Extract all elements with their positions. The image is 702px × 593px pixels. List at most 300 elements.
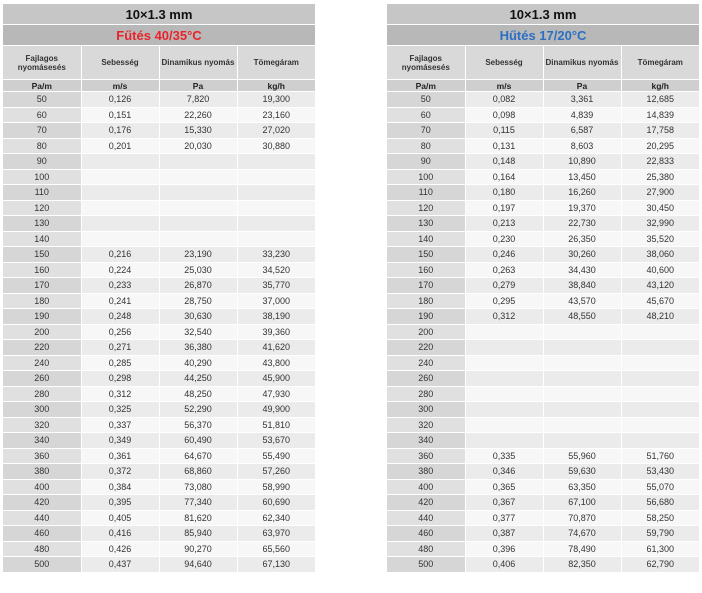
table-row bbox=[387, 200, 699, 216]
cooling-table bbox=[387, 4, 699, 573]
table-cell: 57,260 bbox=[237, 464, 315, 480]
table-cell: 26,870 bbox=[159, 278, 237, 294]
table-cell: 440 bbox=[387, 510, 465, 526]
table-cell: 0,201 bbox=[81, 138, 159, 154]
table-cell: 360 bbox=[3, 448, 81, 464]
table-cell: 16,260 bbox=[543, 185, 621, 201]
table-cell: 59,630 bbox=[543, 464, 621, 480]
table-cell: 6,587 bbox=[543, 123, 621, 139]
table-cell: 0,437 bbox=[81, 557, 159, 573]
table-row bbox=[387, 541, 699, 557]
table-row bbox=[387, 92, 699, 108]
table-title: 10×1.3 mm bbox=[387, 4, 699, 25]
table-cell: 49,900 bbox=[237, 402, 315, 418]
table-cell: 38,060 bbox=[621, 247, 699, 263]
table-row bbox=[387, 448, 699, 464]
table-cell: 0,098 bbox=[465, 107, 543, 123]
table-cell: 90 bbox=[387, 154, 465, 170]
table-row bbox=[387, 231, 699, 247]
table-cell: 27,020 bbox=[237, 123, 315, 139]
table-cell bbox=[159, 200, 237, 216]
table-cell: 110 bbox=[387, 185, 465, 201]
table-row bbox=[387, 355, 699, 371]
table-row bbox=[3, 340, 315, 356]
table-cell bbox=[465, 386, 543, 402]
table-row bbox=[3, 355, 315, 371]
mode-label: Fűtés 40/35°C bbox=[3, 25, 315, 46]
table-cell: 100 bbox=[3, 169, 81, 185]
unit-label: kg/h bbox=[621, 80, 699, 92]
table-cell: 480 bbox=[3, 541, 81, 557]
table-cell bbox=[543, 340, 621, 356]
table-cell: 25,030 bbox=[159, 262, 237, 278]
table-cell: 460 bbox=[3, 526, 81, 542]
table-cell: 45,900 bbox=[237, 371, 315, 387]
table-cell: 62,340 bbox=[237, 510, 315, 526]
table-cell: 55,960 bbox=[543, 448, 621, 464]
table-row bbox=[3, 479, 315, 495]
table-row bbox=[3, 495, 315, 511]
table-cell: 0,426 bbox=[81, 541, 159, 557]
table-cell: 52,290 bbox=[159, 402, 237, 418]
table-cell bbox=[237, 200, 315, 216]
table-row bbox=[387, 433, 699, 449]
table-cell: 35,520 bbox=[621, 231, 699, 247]
table-cell: 400 bbox=[387, 479, 465, 495]
table-cell: 260 bbox=[3, 371, 81, 387]
table-cell: 37,000 bbox=[237, 293, 315, 309]
table-cell: 22,833 bbox=[621, 154, 699, 170]
table-row bbox=[3, 293, 315, 309]
table-cell: 51,760 bbox=[621, 448, 699, 464]
table-row bbox=[387, 154, 699, 170]
table-cell: 260 bbox=[387, 371, 465, 387]
table-cell: 40,290 bbox=[159, 355, 237, 371]
table-cell: 0,256 bbox=[81, 324, 159, 340]
unit-label: Pa/m bbox=[3, 80, 81, 92]
table-cell: 300 bbox=[3, 402, 81, 418]
column-header: Dinamikus nyomás bbox=[159, 46, 237, 80]
table-cell: 7,820 bbox=[159, 92, 237, 108]
table-cell bbox=[621, 386, 699, 402]
table-cell: 0,176 bbox=[81, 123, 159, 139]
table-cell: 280 bbox=[387, 386, 465, 402]
table-row bbox=[387, 464, 699, 480]
table-cell: 420 bbox=[3, 495, 81, 511]
table-cell: 420 bbox=[387, 495, 465, 511]
table-cell: 90 bbox=[3, 154, 81, 170]
table-cell: 74,670 bbox=[543, 526, 621, 542]
table-cell: 0,246 bbox=[465, 247, 543, 263]
table-cell: 480 bbox=[387, 541, 465, 557]
table-cell bbox=[237, 169, 315, 185]
table-cell bbox=[465, 417, 543, 433]
table-cell: 220 bbox=[387, 340, 465, 356]
table-cell: 0,367 bbox=[465, 495, 543, 511]
table-cell bbox=[543, 355, 621, 371]
table-cell bbox=[543, 371, 621, 387]
table-cell: 64,670 bbox=[159, 448, 237, 464]
table-cell: 63,970 bbox=[237, 526, 315, 542]
column-header: Fajlagos nyomásesés bbox=[3, 46, 81, 80]
table-cell bbox=[159, 154, 237, 170]
table-cell: 320 bbox=[3, 417, 81, 433]
table-row bbox=[3, 433, 315, 449]
table-cell: 77,340 bbox=[159, 495, 237, 511]
table-row bbox=[3, 386, 315, 402]
table-cell bbox=[81, 200, 159, 216]
table-row bbox=[3, 309, 315, 325]
table-cell bbox=[465, 324, 543, 340]
table-row bbox=[387, 402, 699, 418]
table-cell: 0,279 bbox=[465, 278, 543, 294]
table-cell: 62,790 bbox=[621, 557, 699, 573]
table-row bbox=[3, 448, 315, 464]
table-row bbox=[3, 510, 315, 526]
table-cell bbox=[159, 169, 237, 185]
table-cell: 39,360 bbox=[237, 324, 315, 340]
table-cell bbox=[465, 340, 543, 356]
table-row bbox=[387, 293, 699, 309]
table-cell: 110 bbox=[3, 185, 81, 201]
table-row bbox=[3, 92, 315, 108]
table-cell bbox=[81, 169, 159, 185]
table-cell: 80 bbox=[387, 138, 465, 154]
table-cell: 240 bbox=[3, 355, 81, 371]
table-row bbox=[3, 169, 315, 185]
table-cell: 35,770 bbox=[237, 278, 315, 294]
table-cell: 22,260 bbox=[159, 107, 237, 123]
table-cell bbox=[465, 433, 543, 449]
table-cell: 26,350 bbox=[543, 231, 621, 247]
table-cell: 220 bbox=[3, 340, 81, 356]
table-cell: 12,685 bbox=[621, 92, 699, 108]
table-cell: 78,490 bbox=[543, 541, 621, 557]
table-body bbox=[3, 92, 315, 573]
table-cell: 0,230 bbox=[465, 231, 543, 247]
table-cell: 60,690 bbox=[237, 495, 315, 511]
table-cell: 68,860 bbox=[159, 464, 237, 480]
table-cell bbox=[81, 231, 159, 247]
table-cell bbox=[237, 231, 315, 247]
table-cell: 48,250 bbox=[159, 386, 237, 402]
table-cell: 23,160 bbox=[237, 107, 315, 123]
table-cell: 63,350 bbox=[543, 479, 621, 495]
table-row bbox=[3, 216, 315, 232]
table-cell: 53,670 bbox=[237, 433, 315, 449]
table-cell bbox=[159, 216, 237, 232]
table-cell: 3,361 bbox=[543, 92, 621, 108]
table-cell: 180 bbox=[3, 293, 81, 309]
table-row bbox=[387, 386, 699, 402]
table-cell: 360 bbox=[387, 448, 465, 464]
table-cell: 28,750 bbox=[159, 293, 237, 309]
table-cell: 50 bbox=[387, 92, 465, 108]
column-header: Tömegáram bbox=[237, 46, 315, 80]
table-cell: 0,298 bbox=[81, 371, 159, 387]
table-row bbox=[3, 417, 315, 433]
column-header: Sebesség bbox=[465, 46, 543, 80]
table-cell bbox=[81, 216, 159, 232]
table-cell: 240 bbox=[387, 355, 465, 371]
table-cell: 17,758 bbox=[621, 123, 699, 139]
table-cell: 0,216 bbox=[81, 247, 159, 263]
table-cell: 150 bbox=[3, 247, 81, 263]
table-cell: 0,285 bbox=[81, 355, 159, 371]
table-title: 10×1.3 mm bbox=[3, 4, 315, 25]
table-row bbox=[3, 278, 315, 294]
table-cell: 30,630 bbox=[159, 309, 237, 325]
table-cell: 48,210 bbox=[621, 309, 699, 325]
table-cell: 190 bbox=[387, 309, 465, 325]
table-cell: 40,600 bbox=[621, 262, 699, 278]
table-row bbox=[387, 371, 699, 387]
table-cell: 180 bbox=[387, 293, 465, 309]
table-cell: 0,224 bbox=[81, 262, 159, 278]
table-cell: 150 bbox=[387, 247, 465, 263]
table-cell: 81,620 bbox=[159, 510, 237, 526]
table-cell: 48,550 bbox=[543, 309, 621, 325]
table-cell: 0,387 bbox=[465, 526, 543, 542]
column-header: Fajlagos nyomásesés bbox=[387, 46, 465, 80]
table-row bbox=[387, 479, 699, 495]
table-cell: 33,230 bbox=[237, 247, 315, 263]
table-cell: 0,405 bbox=[81, 510, 159, 526]
table-cell: 32,990 bbox=[621, 216, 699, 232]
table-cell: 380 bbox=[387, 464, 465, 480]
table-cell: 27,900 bbox=[621, 185, 699, 201]
table-row bbox=[3, 557, 315, 573]
unit-label: m/s bbox=[465, 80, 543, 92]
table-cell bbox=[543, 402, 621, 418]
table-cell: 36,380 bbox=[159, 340, 237, 356]
table-cell: 400 bbox=[3, 479, 81, 495]
table-cell: 0,396 bbox=[465, 541, 543, 557]
table-row bbox=[3, 464, 315, 480]
table-cell: 0,395 bbox=[81, 495, 159, 511]
table-cell: 82,350 bbox=[543, 557, 621, 573]
table-cell bbox=[621, 371, 699, 387]
table-cell: 0,233 bbox=[81, 278, 159, 294]
table-cell: 500 bbox=[3, 557, 81, 573]
table-cell: 65,560 bbox=[237, 541, 315, 557]
table-cell: 20,295 bbox=[621, 138, 699, 154]
table-cell: 4,839 bbox=[543, 107, 621, 123]
table-cell: 15,330 bbox=[159, 123, 237, 139]
table-cell: 0,082 bbox=[465, 92, 543, 108]
table-cell: 70 bbox=[3, 123, 81, 139]
table-cell: 120 bbox=[3, 200, 81, 216]
table-cell: 23,190 bbox=[159, 247, 237, 263]
table-cell bbox=[621, 402, 699, 418]
table-cell: 0,349 bbox=[81, 433, 159, 449]
table-cell: 0,312 bbox=[465, 309, 543, 325]
table-cell: 0,164 bbox=[465, 169, 543, 185]
table-cell: 60,490 bbox=[159, 433, 237, 449]
table-row bbox=[3, 541, 315, 557]
mode-label: Hűtés 17/20°C bbox=[387, 25, 699, 46]
table-body bbox=[387, 92, 699, 573]
table-row bbox=[387, 278, 699, 294]
table-cell: 0,346 bbox=[465, 464, 543, 480]
table-cell bbox=[81, 185, 159, 201]
table-cell: 0,295 bbox=[465, 293, 543, 309]
unit-label: Pa bbox=[543, 80, 621, 92]
table-cell: 38,840 bbox=[543, 278, 621, 294]
table-cell: 0,180 bbox=[465, 185, 543, 201]
table-cell: 120 bbox=[387, 200, 465, 216]
table-cell: 140 bbox=[3, 231, 81, 247]
table-cell bbox=[237, 185, 315, 201]
table-cell: 0,148 bbox=[465, 154, 543, 170]
table-cell bbox=[237, 154, 315, 170]
table-cell bbox=[81, 154, 159, 170]
table-cell: 0,337 bbox=[81, 417, 159, 433]
table-cell: 14,839 bbox=[621, 107, 699, 123]
table-cell bbox=[543, 324, 621, 340]
table-cell: 43,570 bbox=[543, 293, 621, 309]
table-row bbox=[3, 123, 315, 139]
unit-label: kg/h bbox=[237, 80, 315, 92]
column-header: Dinamikus nyomás bbox=[543, 46, 621, 80]
table-cell: 53,430 bbox=[621, 464, 699, 480]
table-cell: 60 bbox=[3, 107, 81, 123]
table-cell: 70 bbox=[387, 123, 465, 139]
table-cell: 0,248 bbox=[81, 309, 159, 325]
table-cell: 0,271 bbox=[81, 340, 159, 356]
table-cell bbox=[621, 433, 699, 449]
unit-label: Pa/m bbox=[387, 80, 465, 92]
table-cell: 0,372 bbox=[81, 464, 159, 480]
table-cell: 30,450 bbox=[621, 200, 699, 216]
table-cell: 43,120 bbox=[621, 278, 699, 294]
table-cell: 90,270 bbox=[159, 541, 237, 557]
table-cell: 0,126 bbox=[81, 92, 159, 108]
table-cell: 170 bbox=[387, 278, 465, 294]
table-cell: 130 bbox=[387, 216, 465, 232]
table-row bbox=[3, 371, 315, 387]
table-cell: 0,151 bbox=[81, 107, 159, 123]
table-row bbox=[387, 526, 699, 542]
table-cell: 58,990 bbox=[237, 479, 315, 495]
table-cell: 80 bbox=[3, 138, 81, 154]
table-cell: 0,241 bbox=[81, 293, 159, 309]
table-cell: 34,430 bbox=[543, 262, 621, 278]
table-cell: 60 bbox=[387, 107, 465, 123]
table-cell bbox=[465, 355, 543, 371]
table-cell: 56,370 bbox=[159, 417, 237, 433]
table-cell: 25,380 bbox=[621, 169, 699, 185]
table-cell: 59,790 bbox=[621, 526, 699, 542]
table-cell: 500 bbox=[387, 557, 465, 573]
table-cell: 58,250 bbox=[621, 510, 699, 526]
table-cell: 8,603 bbox=[543, 138, 621, 154]
table-cell: 440 bbox=[3, 510, 81, 526]
table-cell bbox=[543, 417, 621, 433]
table-cell: 19,300 bbox=[237, 92, 315, 108]
table-cell: 13,450 bbox=[543, 169, 621, 185]
table-cell: 340 bbox=[387, 433, 465, 449]
table-cell: 20,030 bbox=[159, 138, 237, 154]
table-cell bbox=[621, 417, 699, 433]
table-cell: 380 bbox=[3, 464, 81, 480]
table-row bbox=[3, 107, 315, 123]
table-row bbox=[3, 526, 315, 542]
table-cell bbox=[465, 371, 543, 387]
table-row bbox=[387, 169, 699, 185]
table-cell: 170 bbox=[3, 278, 81, 294]
table-cell bbox=[621, 324, 699, 340]
table-row bbox=[387, 324, 699, 340]
table-row bbox=[387, 309, 699, 325]
table-row bbox=[387, 247, 699, 263]
table-row bbox=[3, 231, 315, 247]
table-row bbox=[3, 262, 315, 278]
table-cell: 47,930 bbox=[237, 386, 315, 402]
table-row bbox=[387, 262, 699, 278]
table-cell: 67,100 bbox=[543, 495, 621, 511]
heating-table bbox=[3, 4, 315, 573]
table-cell: 0,131 bbox=[465, 138, 543, 154]
table-row bbox=[3, 200, 315, 216]
table-cell: 85,940 bbox=[159, 526, 237, 542]
table-cell: 0,312 bbox=[81, 386, 159, 402]
table-row bbox=[387, 216, 699, 232]
table-cell: 30,880 bbox=[237, 138, 315, 154]
table-row bbox=[387, 510, 699, 526]
table-cell: 44,250 bbox=[159, 371, 237, 387]
table-cell: 67,130 bbox=[237, 557, 315, 573]
table-cell: 0,365 bbox=[465, 479, 543, 495]
table-cell bbox=[159, 185, 237, 201]
table-cell: 130 bbox=[3, 216, 81, 232]
table-row bbox=[3, 247, 315, 263]
table-cell: 280 bbox=[3, 386, 81, 402]
table-cell bbox=[159, 231, 237, 247]
table-cell: 43,800 bbox=[237, 355, 315, 371]
table-cell: 22,730 bbox=[543, 216, 621, 232]
table-cell bbox=[543, 433, 621, 449]
table-cell: 55,070 bbox=[621, 479, 699, 495]
table-cell bbox=[543, 386, 621, 402]
table-cell: 320 bbox=[387, 417, 465, 433]
table-cell: 94,640 bbox=[159, 557, 237, 573]
table-cell: 340 bbox=[3, 433, 81, 449]
table-cell: 41,620 bbox=[237, 340, 315, 356]
table-cell bbox=[621, 340, 699, 356]
table-cell: 0,263 bbox=[465, 262, 543, 278]
table-row bbox=[387, 123, 699, 139]
table-row bbox=[3, 154, 315, 170]
table-cell: 100 bbox=[387, 169, 465, 185]
table-cell: 10,890 bbox=[543, 154, 621, 170]
table-row bbox=[387, 138, 699, 154]
table-cell: 0,325 bbox=[81, 402, 159, 418]
table-cell: 160 bbox=[3, 262, 81, 278]
table-cell bbox=[621, 355, 699, 371]
table-cell: 34,520 bbox=[237, 262, 315, 278]
table-cell: 460 bbox=[387, 526, 465, 542]
table-cell: 70,870 bbox=[543, 510, 621, 526]
column-header: Tömegáram bbox=[621, 46, 699, 80]
table-cell: 30,260 bbox=[543, 247, 621, 263]
table-cell: 160 bbox=[387, 262, 465, 278]
unit-label: m/s bbox=[81, 80, 159, 92]
table-cell: 0,377 bbox=[465, 510, 543, 526]
table-row bbox=[3, 138, 315, 154]
table-cell: 140 bbox=[387, 231, 465, 247]
table-cell: 0,416 bbox=[81, 526, 159, 542]
